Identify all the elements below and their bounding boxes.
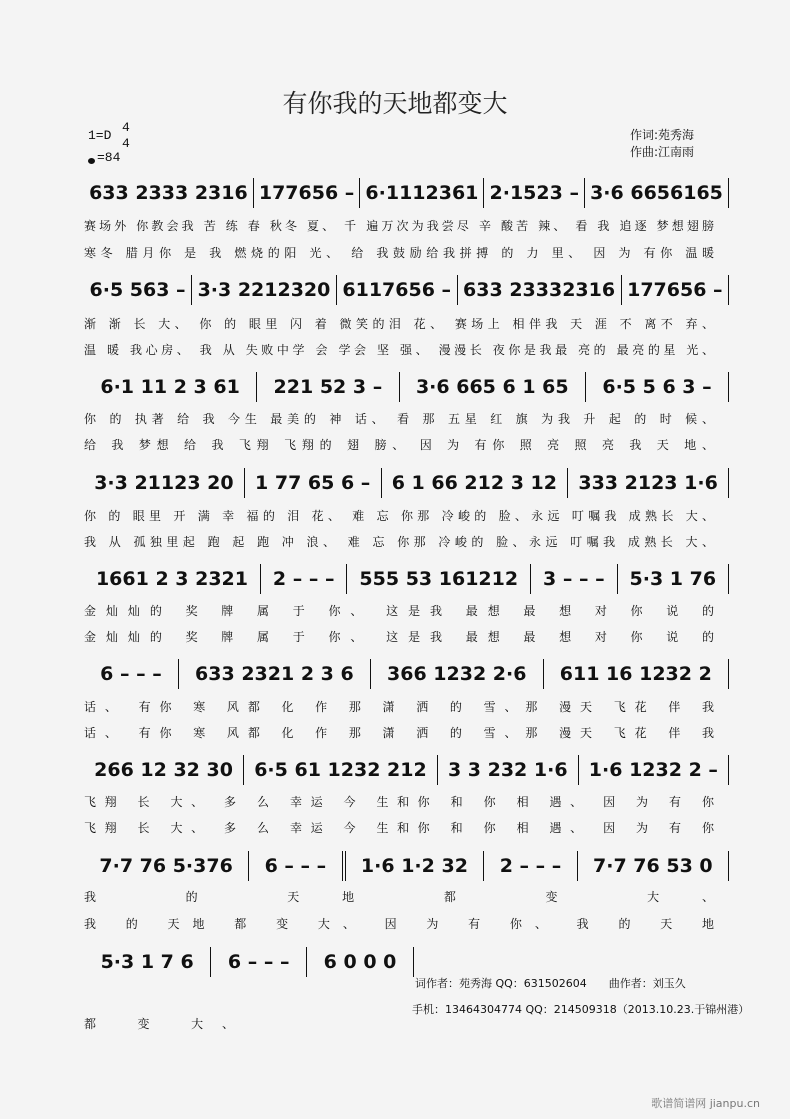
measure: 1·6 1232 2 – (579, 755, 729, 785)
measure: 3·6 665 6 1 65 (400, 372, 586, 402)
measure: 633 2321 2 3 6 (179, 659, 371, 689)
notes-row (84, 178, 729, 208)
tempo-marking (88, 150, 120, 165)
lyric-line: 渐 渐 长 大、 你 的 眼里 闪 着 微笑的泪 花、 赛场上 相伴我 天 涯 不 离不 弃、 (84, 317, 714, 331)
notes-row (84, 564, 729, 594)
measure: 611 16 1232 2 (544, 659, 729, 689)
measure: 266 12 32 30 (84, 755, 244, 785)
measure: 3·6 6656165 (585, 178, 729, 208)
credits (630, 127, 694, 161)
measure: 6·1 11 2 3 61 (84, 372, 257, 402)
notes-row (84, 947, 414, 977)
lyric-line: 金灿灿的 奖 牌 属 于 你、 这是我 最想 最 想 对 你 说 的 (84, 630, 714, 644)
measure: 177656 – (254, 178, 361, 208)
lyric-line: 你 的 眼里 开 满 幸 福的 泪 花、 难 忘 你那 冷峻的 脸、永远 叮嘱我 成熟长 大、 (84, 509, 714, 523)
lyric-line: 你 的 执著 给 我 今生 最美的 神 话、 看 那 五星 红 旗 为我 升 起 的 时 候、 (84, 412, 714, 426)
measure: 7·7 76 53 0 (578, 851, 729, 881)
lyric-line: 都 变 大、 (84, 1017, 234, 1031)
notes-row (84, 755, 729, 785)
measure: 6 – – – (211, 947, 307, 977)
footer-contact: 手机：13464304774 QQ：214509318（2013.10.23.于锦州港） (412, 1003, 750, 1016)
lyric-line: 赛场外 你教会我 苦 练 春 秋冬 夏、 千 遍万次为我尝尽 辛 酸苦 辣、 看 我 追逐 梦想翅膀 (84, 219, 714, 233)
quarter-note-icon (88, 158, 95, 164)
measure: 7·7 76 5·376 (84, 851, 249, 881)
lyric-line: 话、 有你 寒 风都 化 作 那 潇 洒 的 雪、那 漫天 飞花 伴 我 (84, 700, 714, 714)
measure: 2 – – – (261, 564, 348, 594)
lyric-line: 温 暖 我心房、 我 从 失败中学 会 学会 坚 强、 漫漫长 夜你是我最 亮的 最亮的星 光、 (84, 343, 714, 357)
measure: 6·5 5 6 3 – (586, 372, 729, 402)
measure: 5·3 1 7 6 (84, 947, 211, 977)
lyric-line: 飞翔 长 大、 多 么 幸运 今 生和你 和 你 相 遇、 因 为 有 你 (84, 795, 714, 809)
measure: 6 – – – (249, 851, 345, 881)
measure: 3 3 232 1·6 (438, 755, 579, 785)
measure: 6·1112361 (360, 178, 484, 208)
lyric-line: 我 从 孤独里起 跑 起 跑 冲 浪、 难 忘 你那 冷峻的 脸、永远 叮嘱我 成熟长 大、 (84, 535, 714, 549)
measure: 3·3 21123 20 (84, 468, 245, 498)
measure: 555 53 161212 (347, 564, 531, 594)
lyric-line: 我 的 天地 都 变 大、 (84, 890, 714, 904)
measure: 1661 2 3 2321 (84, 564, 261, 594)
measure: 1·6 1·2 32 (346, 851, 485, 881)
lyric-line: 金灿灿的 奖 牌 属 于 你、 这是我 最想 最 想 对 你 说 的 (84, 604, 714, 618)
measure: 1 77 65 6 – (245, 468, 382, 498)
watermark: 歌谱简谱网 jianpu.cn (651, 1097, 760, 1110)
notes-row (84, 275, 729, 305)
lyric-line: 给 我 梦想 给 我 飞翔 飞翔的 翅 膀、 因 为 有你 照 亮 照 亮 我 天 地、 (84, 438, 714, 452)
time-signature (122, 120, 130, 152)
measure: 6·5 563 – (84, 275, 192, 305)
lyric-line: 我 的 天地 都 变 大、 因 为 有 你、 我 的 天 地 (84, 917, 714, 931)
measure: 5·3 1 76 (618, 564, 729, 594)
key-signature: 1=D (88, 128, 112, 143)
measure: 177656 – (622, 275, 729, 305)
measure: 633 2333 2316 (84, 178, 254, 208)
measure: 6117656 – (337, 275, 458, 305)
measure: 6 0 0 0 (307, 947, 414, 977)
measure: 3 – – – (531, 564, 618, 594)
notes-row (84, 372, 729, 402)
lyricist: 作词:苑秀海 (630, 128, 695, 142)
footer-authors: 词作者：苑秀海 QQ：631502604 曲作者：刘玉久 (415, 977, 686, 990)
measure: 6·5 61 1232 212 (244, 755, 438, 785)
measure: 633 23332316 (458, 275, 622, 305)
measure: 6 1 66 212 3 12 (382, 468, 569, 498)
time-signature-bottom: 4 (122, 136, 130, 151)
measure: 2 – – – (484, 851, 577, 881)
measure: 3·3 2212320 (192, 275, 337, 305)
composer: 作曲:江南雨 (630, 145, 695, 159)
measure: 333 2123 1·6 (568, 468, 729, 498)
notes-row (84, 659, 729, 689)
measure: 366 1232 2·6 (371, 659, 544, 689)
notes-row (84, 468, 729, 498)
song-title: 有你我的天地都变大 (282, 89, 508, 118)
lyric-line: 寒冬 腊月你 是 我 燃烧的阳 光、 给 我鼓励给我拼搏 的 力 里、 因 为 有你 温暖 (84, 246, 714, 260)
measure: 6 – – – (84, 659, 179, 689)
measure: 2·1523 – (484, 178, 585, 208)
measure: 221 52 3 – (257, 372, 399, 402)
lyric-line: 话、 有你 寒 风都 化 作 那 潇 洒 的 雪、那 漫天 飞花 伴 我 (84, 726, 714, 740)
notes-row (84, 851, 729, 881)
tempo-value: =84 (97, 150, 121, 165)
time-signature-top: 4 (122, 120, 130, 135)
lyric-line: 飞翔 长 大、 多 么 幸运 今 生和你 和 你 相 遇、 因 为 有 你 (84, 821, 714, 835)
